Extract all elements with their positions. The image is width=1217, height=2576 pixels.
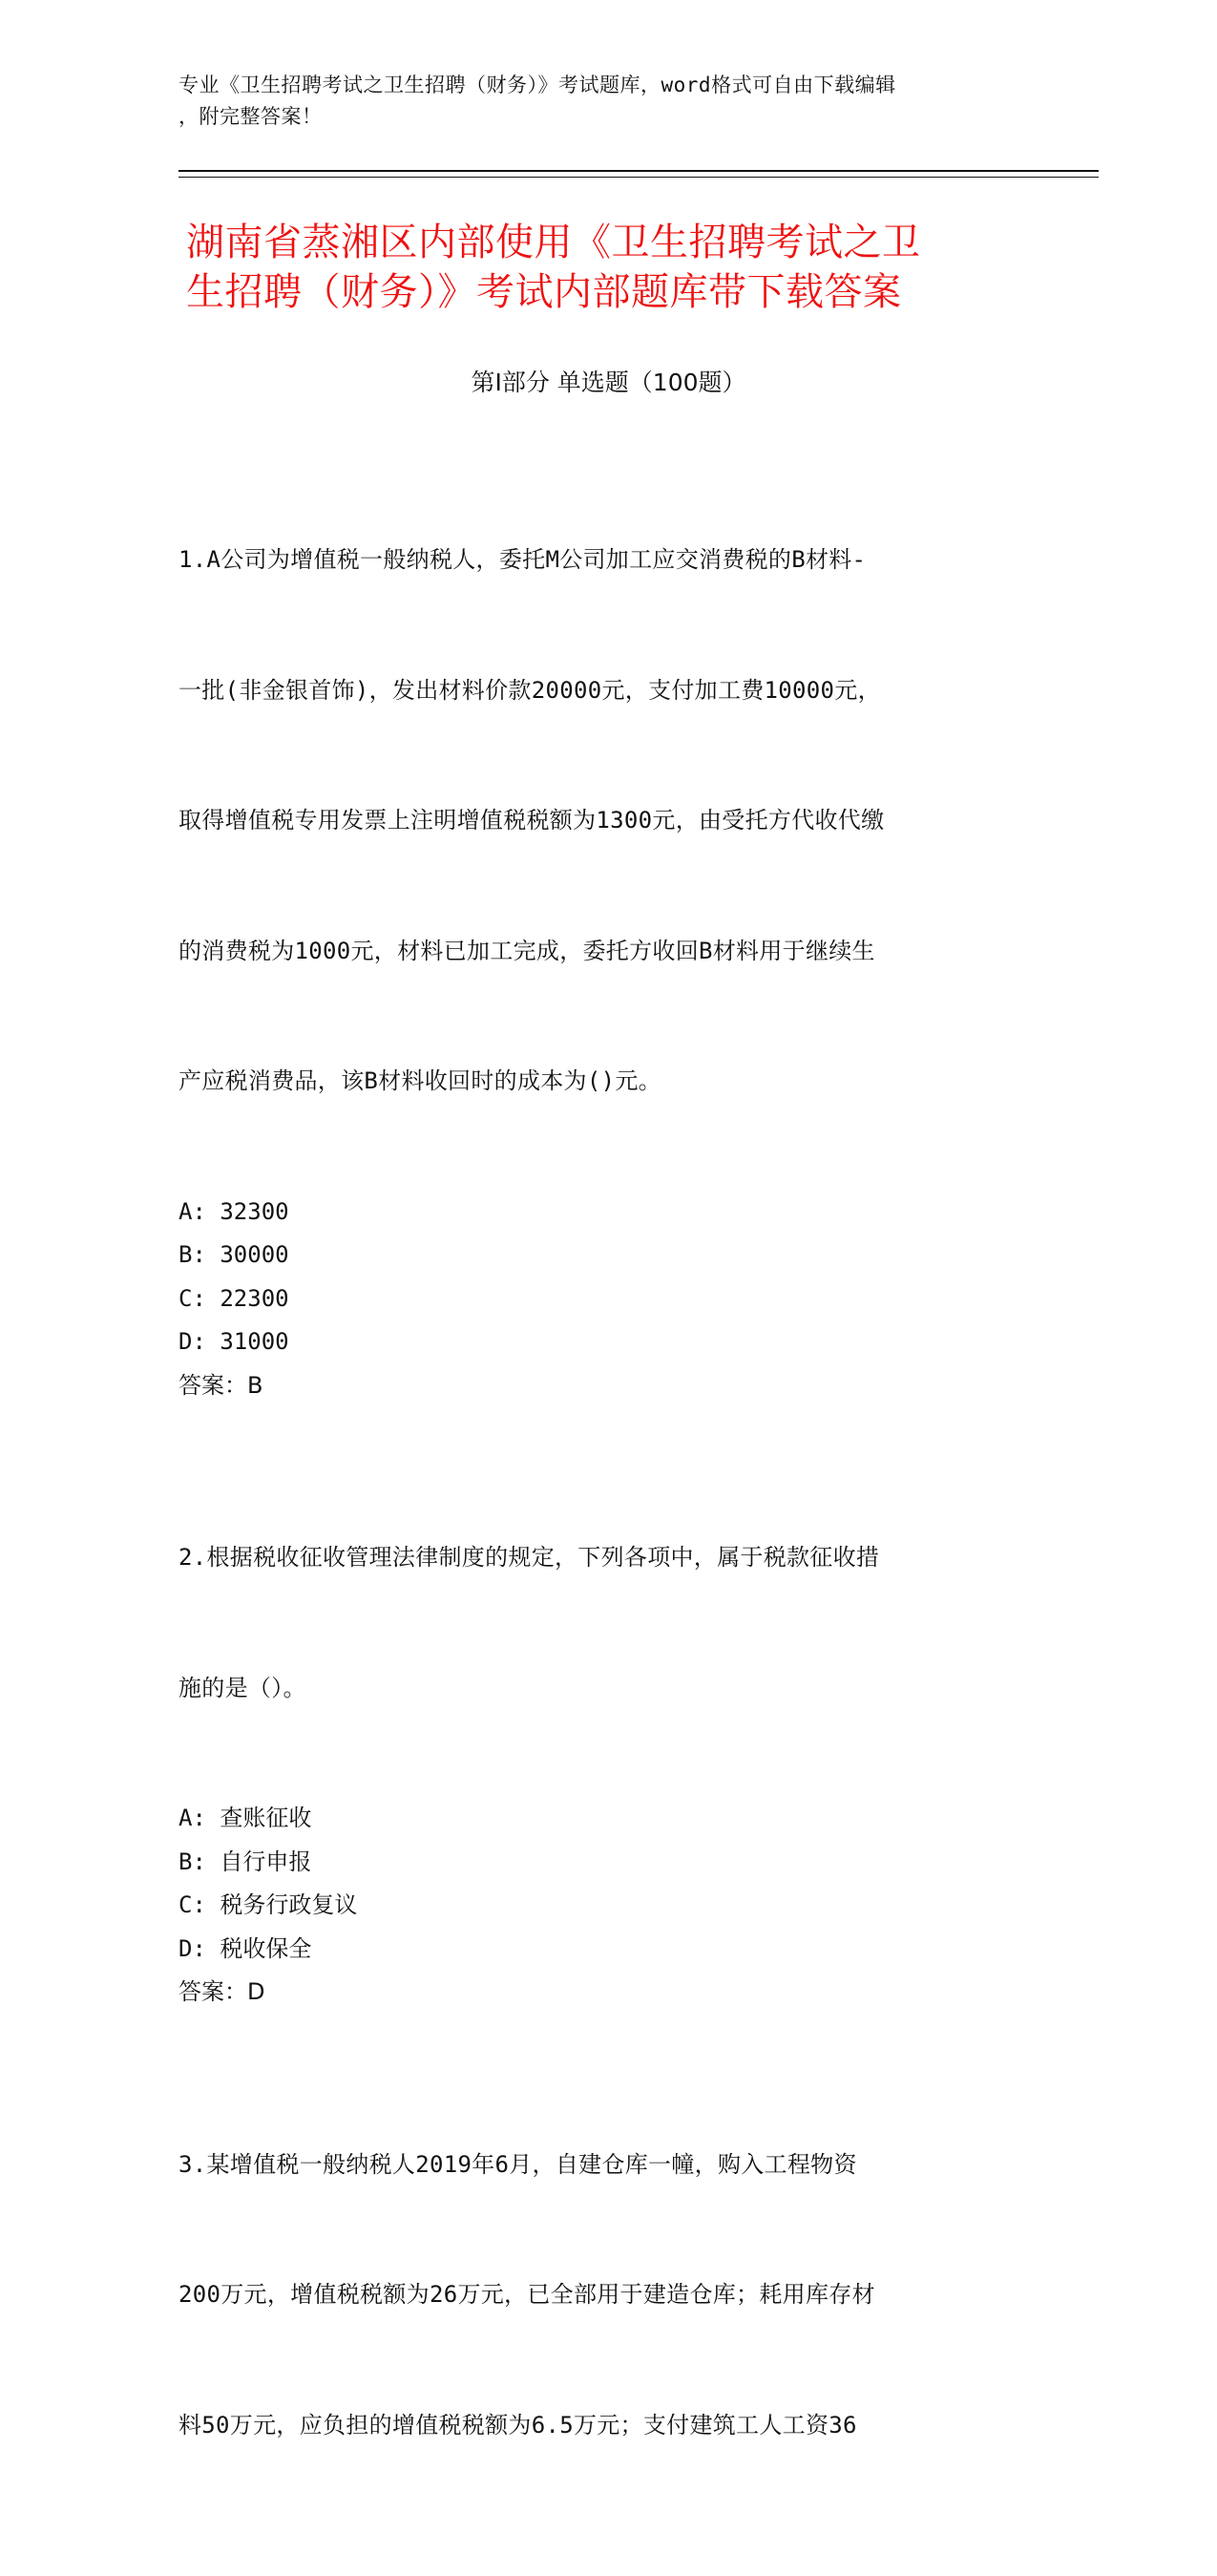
question-3	[178, 2057, 1018, 2535]
question-2-option-c: C: 税务行政复议	[178, 1891, 358, 1918]
question-3-line-1: 3.某增值税一般纳税人2019年6月，自建仓库一幢，购入工程物资	[178, 2150, 857, 2178]
document-title-line-1: 湖南省蒸湘区内部使用《卫生招聘考试之卫	[186, 221, 921, 264]
question-1-answer: 答案：B	[178, 1371, 263, 1399]
header-divider-thin	[178, 177, 1099, 178]
question-1-line-5: 产应税消费品，该B材料收回时的成本为()元。	[178, 1067, 661, 1094]
header-note	[178, 70, 1018, 133]
section-heading: 第Ⅰ部分 单选题（100题）	[471, 369, 746, 396]
question-2-line-2: 施的是（）。	[178, 1674, 306, 1701]
question-2-option-b: B: 自行申报	[178, 1848, 312, 1875]
question-2-option-a: A: 查账征收	[178, 1805, 312, 1831]
document-title-line-2: 生招聘（财务）》考试内部题库带下载答案	[186, 270, 902, 314]
header-note-line-1: 专业《卫生招聘考试之卫生招聘（财务）》考试题库，word格式可自由下载编辑	[178, 74, 896, 96]
question-2-answer: 答案：D	[178, 1978, 265, 2005]
question-2-option-d: D: 税收保全	[178, 1934, 312, 1962]
question-1-option-d: D: 31000	[178, 1328, 289, 1355]
question-1-line-3: 取得增值税专用发票上注明增值税税额为1300元，由受托方代收代缴	[178, 807, 885, 834]
question-1-line-1: 1.A公司为增值税一般纳税人，委托M公司加工应交消费税的B材料-	[178, 546, 867, 573]
question-2	[178, 1449, 1018, 2015]
header-divider-thick	[178, 170, 1099, 172]
question-2-line-1: 2.根据税收征收管理法律制度的规定，下列各项中，属于税款征收措	[178, 1544, 880, 1571]
question-2-stem	[178, 1449, 1018, 1797]
question-1-line-2: 一批(非金银首饰)，发出材料价款20000元，支付加工费10000元，	[178, 676, 881, 704]
question-3-line-3: 料50万元，应负担的增值税税额为6.5万元；支付建筑工人工资36	[178, 2411, 857, 2439]
question-1-option-a: A: 32300	[178, 1197, 289, 1225]
question-1-stem	[178, 452, 1018, 1191]
question-3-stem	[178, 2057, 1018, 2535]
question-3-line-2: 200万元，增值税税额为26万元，已全部用于建造仓库；耗用库存材	[178, 2281, 875, 2308]
question-1-option-b: B: 30000	[178, 1241, 289, 1268]
document-title	[186, 218, 1036, 317]
question-list	[178, 452, 1018, 2576]
question-1	[178, 452, 1018, 1407]
question-1-option-c: C: 22300	[178, 1284, 289, 1312]
header-note-line-2: ，附完整答案！	[178, 105, 323, 128]
question-1-line-4: 的消费税为1000元，材料已加工完成，委托方收回B材料用于继续生	[178, 937, 875, 964]
